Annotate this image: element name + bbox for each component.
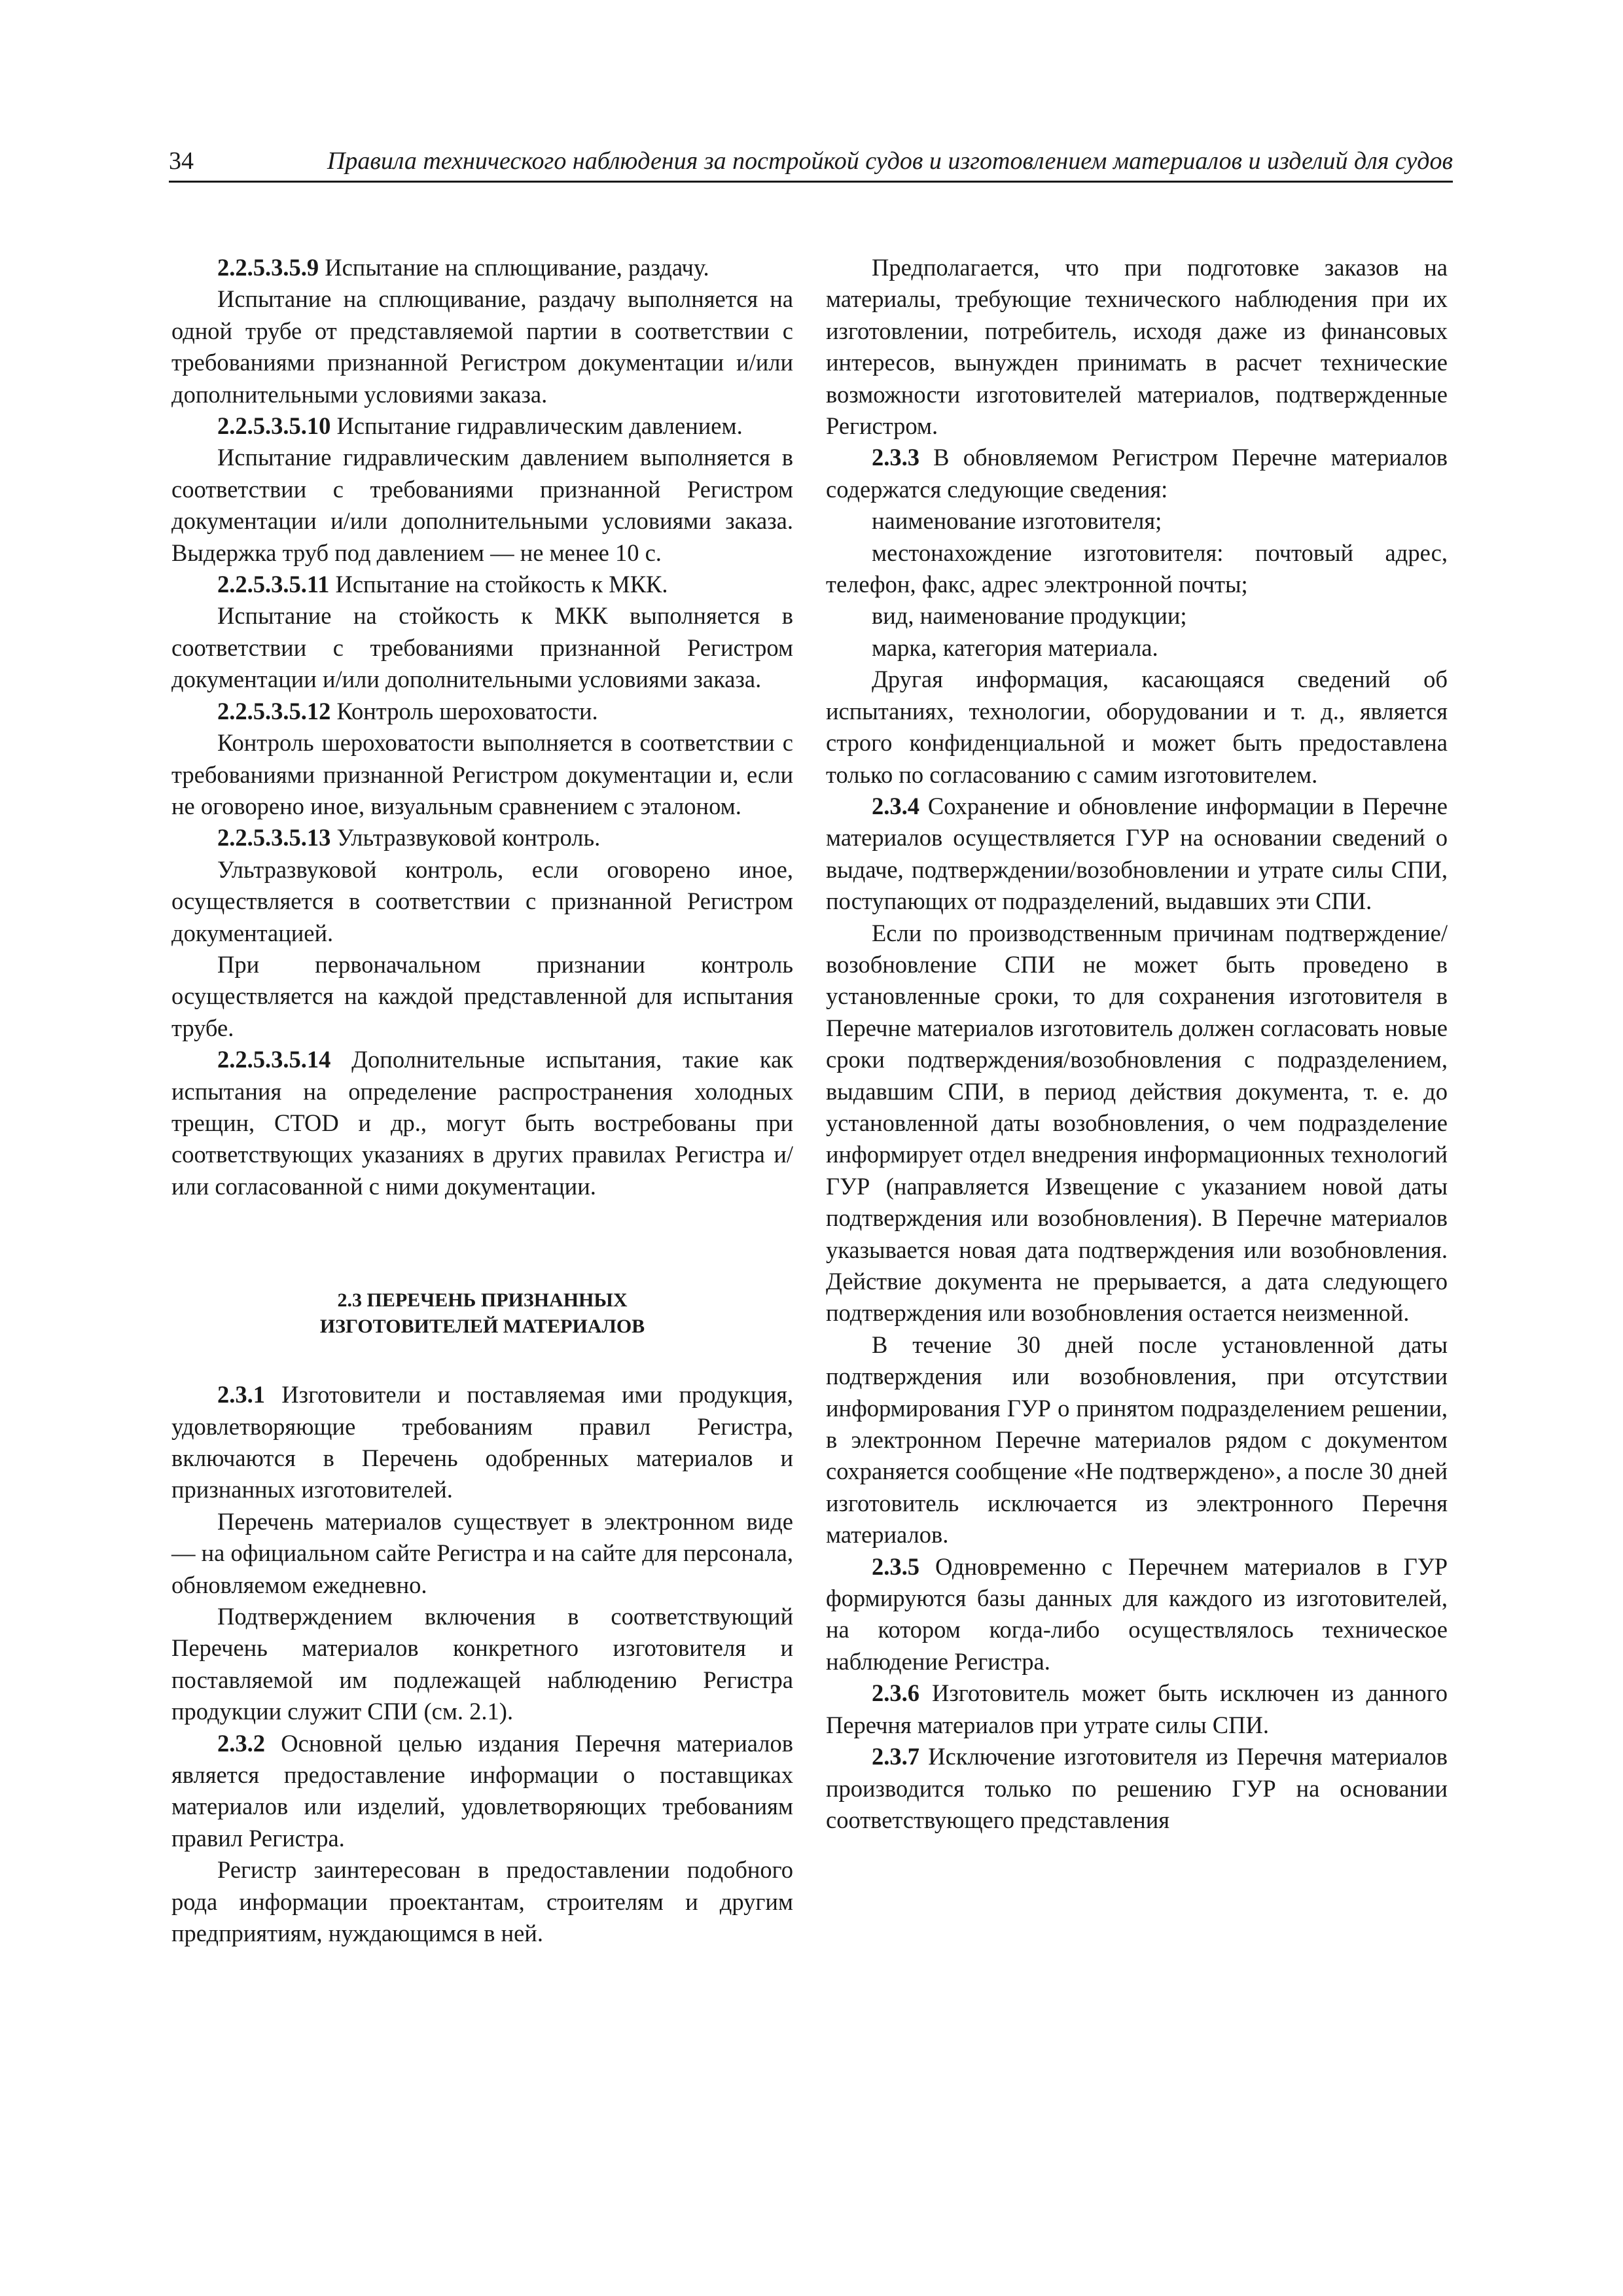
clause-2-3-2 xyxy=(171,1728,793,1855)
section-heading-line-2: ИЗГОТОВИТЕЛЕЙ МАТЕРИАЛОВ xyxy=(319,1316,645,1338)
clause-number: 2.2.5.3.5.9 xyxy=(217,254,319,281)
clause-number: 2.2.5.3.5.10 xyxy=(217,412,331,440)
clause-text: Испытание на стойкость к МКК. xyxy=(329,571,668,598)
paragraph: Испытание гидравлическим давлением выполняется в соответствии с требованиями признанной Регистром документации и/или дополнительными условиями заказа. Выдержка труб под давлением — не менее 10 с. xyxy=(171,444,793,566)
paragraph: Предполагается, что при подготовке заказов на материалы, требующие технического наблюдения при их изготовлении, потребитель, исходя даже из финансовых интересов, вынужден принимать в расчет технические возможности изготовителей материалов, подтвержденные Регистром. xyxy=(826,254,1448,440)
page-number: 34 xyxy=(169,147,194,175)
clause-number: 2.3.3 xyxy=(872,444,919,471)
header-rule xyxy=(169,181,1453,183)
clause-2-2-5-3-5-14 xyxy=(171,1044,793,1202)
paragraph: Перечень материалов существует в электронном виде — на официальном сайте Регистра и на сайте для персонала, обновляемом ежедневно. xyxy=(171,1507,793,1598)
paragraph: Другая информация, касающаяся сведений об испытаниях, технологии, оборудовании и т. д., является строго конфиденциальной и может быть предоставлена только по согласованию с самим изготовителем. xyxy=(826,666,1448,788)
paragraph: Подтверждением включения в соответствующий Перечень материалов конкретного изготовителя и поставляемой им подлежащей наблюдению Регистра продукции служит СПИ (см. 2.1). xyxy=(171,1603,793,1725)
spacer xyxy=(171,1202,793,1287)
clause-2-3-3 xyxy=(826,442,1448,505)
clause-2-3-1 xyxy=(171,1379,793,1506)
clause-number: 2.3.7 xyxy=(872,1743,919,1770)
clause-2-2-5-3-5-11-title xyxy=(171,569,793,600)
clause-2-2-5-3-5-12-title xyxy=(171,696,793,727)
clause-text: Сохранение и обновление информации в Перечне материалов осуществляется ГУР на основании сведений о выдаче, подтверждении/возобновлении и утрате силы СПИ, поступающих от подразделений, выдавших эти СПИ. xyxy=(826,792,1448,915)
clause-number: 2.3.6 xyxy=(872,1679,919,1707)
clause-text: Испытание на сплющивание, раздачу. xyxy=(319,254,709,281)
list-item: местонахождение изготовителя: почтовый адрес, телефон, факс, адрес электронной почты; xyxy=(826,539,1448,598)
clause-text: В обновляемом Регистром Перечне материалов содержатся следующие сведения: xyxy=(826,444,1448,503)
list-item: наименование изготовителя; xyxy=(872,507,1162,535)
running-title: Правила технического наблюдения за постройкой судов и изготовлением материалов и изделий для судов xyxy=(327,147,1453,175)
clause-text: Основной целью издания Перечня материалов является предоставление информации о поставщиках материалов или изделий, удовлетворяющих требованиям правил Регистра. xyxy=(171,1729,793,1852)
clause-number: 2.3.1 xyxy=(217,1381,265,1408)
left-column xyxy=(171,252,793,1950)
clause-number: 2.3.4 xyxy=(872,792,919,819)
clause-text: Одновременно с Перечнем материалов в ГУР формируются базы данных для каждого из изготовителей, на котором когда-либо осуществлялось техническое наблюдение Регистра. xyxy=(826,1552,1448,1675)
clause-text: Дополнительные испытания, такие как испытания на определение распространения холодных трещин, CTOD и др., могут быть востребованы при соответствующих указаниях в других правилах Регистра и/или согласованной с ними документации. xyxy=(171,1046,793,1200)
clause-2-3-7 xyxy=(826,1741,1448,1836)
spacer xyxy=(171,1340,793,1379)
section-heading-line-1: 2.3 ПЕРЕЧЕНЬ ПРИЗНАННЫХ xyxy=(337,1289,628,1312)
clause-text: Исключение изготовителя из Перечня материалов производится только по решению ГУР на основании соответствующего представления xyxy=(826,1743,1448,1833)
paragraph: Контроль шероховатости выполняется в соответствии с требованиями признанной Регистром документации и, если не оговорено иное, визуальным сравнением с эталоном. xyxy=(171,729,793,819)
clause-2-3-5 xyxy=(826,1551,1448,1678)
clause-number: 2.2.5.3.5.12 xyxy=(217,697,331,725)
right-column xyxy=(826,252,1448,1836)
clause-number: 2.2.5.3.5.13 xyxy=(217,824,331,852)
paragraph: Испытание на стойкость к МКК выполняется в соответствии с требованиями признанной Регистром документации и/или дополнительными условиями заказа. xyxy=(171,602,793,693)
clause-2-2-5-3-5-13-title xyxy=(171,822,793,853)
page-header xyxy=(169,145,1453,182)
clause-2-3-4 xyxy=(826,791,1448,918)
list-item: марка, категория материала. xyxy=(872,634,1158,661)
list-item: вид, наименование продукции; xyxy=(872,602,1187,630)
clause-number: 2.3.2 xyxy=(217,1729,265,1757)
paragraph: В течение 30 дней после установленной даты подтверждения или возобновления, при отсутствии информирования ГУР о принятом подразделением решении, в электронном Перечне материалов рядом с документом сохраняется сообщение «Не подтверждено», а после 30 дней изготовитель исключается из электронного Перечня материалов. xyxy=(826,1331,1448,1549)
paragraph: Испытание на сплющивание, раздачу выполняется на одной трубе от представляемой партии в соответствии с требованиями признанной Регистром документации и/или дополнительными условиями заказа. xyxy=(171,285,793,408)
paragraph: Регистр заинтересован в предоставлении подобного рода информации проектантам, строителям и другим предприятиям, нуждающимся в ней. xyxy=(171,1856,793,1947)
paragraph: При первоначальном признании контроль осуществляется на каждой представленной для испытания трубе. xyxy=(171,950,793,1041)
clause-text: Изготовители и поставляемая ими продукция, удовлетворяющие требованиям правил Регистра, включаются в Перечень одобренных материалов и признанных изготовителей. xyxy=(171,1381,793,1503)
clause-number: 2.2.5.3.5.11 xyxy=(217,571,330,598)
clause-2-2-5-3-5-10-title xyxy=(171,410,793,442)
clause-number: 2.2.5.3.5.14 xyxy=(217,1046,331,1073)
clause-text: Испытание гидравлическим давлением. xyxy=(330,412,743,440)
clause-2-3-6 xyxy=(826,1677,1448,1741)
clause-text: Изготовитель может быть исключен из данного Перечня материалов при утрате силы СПИ. xyxy=(826,1679,1448,1738)
clause-number: 2.3.5 xyxy=(872,1552,919,1580)
paragraph: Если по производственным причинам подтверждение/возобновление СПИ не может быть проведено в установленные сроки, то для сохранения изготовителя в Перечне материалов изготовитель должен согласовать новые сроки подтверждения/возобновления с подразделением, выдавшим СПИ, в период действия документа, т. е. до установленной даты возобновления, о чем подразделение информирует отдел внедрения информационных технологий ГУР (направляется Извещение с указанием новой даты подтверждения или возобновления). В Перечне материалов указывается новая дата подтверждения или возобновления. Действие документа не прерывается, а дата следующего подтверждения или возобновления остается неизменной. xyxy=(826,919,1448,1327)
paragraph: Ультразвуковой контроль, если оговорено иное, осуществляется в соответствии с признанной Регистром документацией. xyxy=(171,855,793,946)
clause-text: Ультразвуковой контроль. xyxy=(330,824,601,852)
clause-text: Контроль шероховатости. xyxy=(330,697,598,725)
clause-2-2-5-3-5-9-title xyxy=(171,252,793,283)
